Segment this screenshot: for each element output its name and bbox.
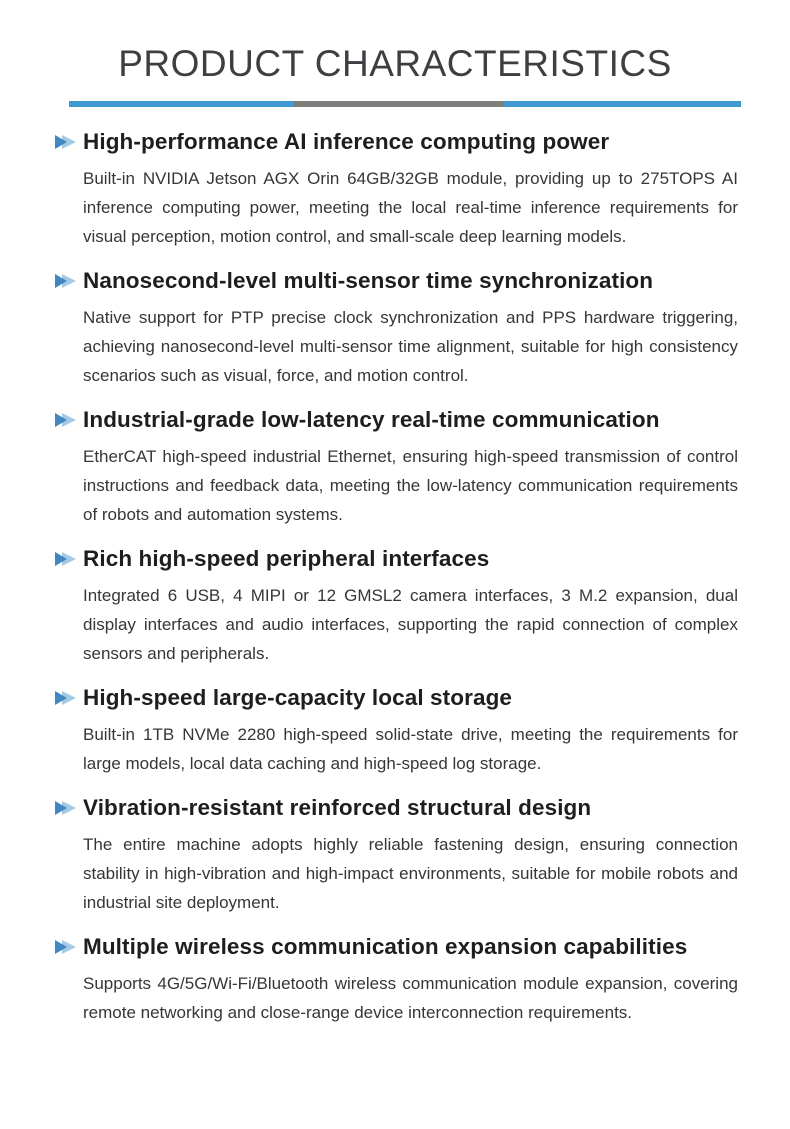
feature-section-realtime-communication (83, 405, 738, 529)
feature-body: Supports 4G/5G/Wi-Fi/Bluetooth wireless communication module expansion, covering remote networking and close-range device interconnection requirements. (83, 974, 738, 1022)
feature-heading: High-speed large-capacity local storage (83, 685, 513, 710)
feature-section-peripheral-interfaces (83, 544, 738, 668)
page-title: PRODUCT CHARACTERISTICS (118, 43, 672, 84)
feature-heading: Rich high-speed peripheral interfaces (83, 546, 490, 571)
double-arrow-icon (55, 691, 76, 705)
feature-section-ai-inference (83, 127, 738, 251)
double-arrow-icon (55, 801, 76, 815)
product-characteristics-page (0, 42, 790, 1129)
feature-heading: Vibration-resistant reinforced structural design (83, 795, 592, 820)
feature-heading: Industrial-grade low-latency real-time communication (83, 407, 660, 432)
double-arrow-icon (55, 274, 76, 288)
divider-blue-segment (69, 101, 294, 107)
feature-body: Built-in NVIDIA Jetson AGX Orin 64GB/32GB module, providing up to 275TOPS AI inference computing power, meeting the local real-time inference requirements for visual perception, motion control, and small-scale deep learning models. (83, 169, 738, 246)
feature-list (83, 127, 738, 1027)
feature-heading: High-performance AI inference computing power (83, 129, 610, 154)
feature-section-local-storage (83, 683, 738, 778)
feature-body: Built-in 1TB NVMe 2280 high-speed solid-state drive, meeting the requirements for large models, local data caching and high-speed log storage. (83, 725, 738, 773)
feature-section-time-sync (83, 266, 738, 390)
double-arrow-icon (55, 413, 76, 427)
feature-body: EtherCAT high-speed industrial Ethernet, ensuring high-speed transmission of control instructions and feedback data, meeting the low-latency communication requirements of robots and automation systems. (83, 447, 738, 524)
feature-body: The entire machine adopts highly reliable fastening design, ensuring connection stability in high-vibration and high-impact environments, suitable for mobile robots and industrial site deployment. (83, 835, 738, 912)
double-arrow-icon (55, 135, 76, 149)
feature-body: Integrated 6 USB, 4 MIPI or 12 GMSL2 camera interfaces, 3 M.2 expansion, dual display interfaces and audio interfaces, supporting the rapid connection of complex sensors and peripherals. (83, 586, 738, 663)
feature-section-structural-design (83, 793, 738, 917)
divider-blue-segment (503, 101, 741, 107)
double-arrow-icon (55, 940, 76, 954)
title-divider (69, 101, 741, 107)
feature-heading: Multiple wireless communication expansion capabilities (83, 934, 688, 959)
feature-heading: Nanosecond-level multi-sensor time synchronization (83, 268, 654, 293)
feature-body: Native support for PTP precise clock synchronization and PPS hardware triggering, achieving nanosecond-level multi-sensor time alignment, suitable for high consistency scenarios such as visual, force, and motion control. (83, 308, 738, 385)
divider-gray-segment (294, 101, 503, 107)
feature-section-wireless-expansion (83, 932, 738, 1027)
double-arrow-icon (55, 552, 76, 566)
